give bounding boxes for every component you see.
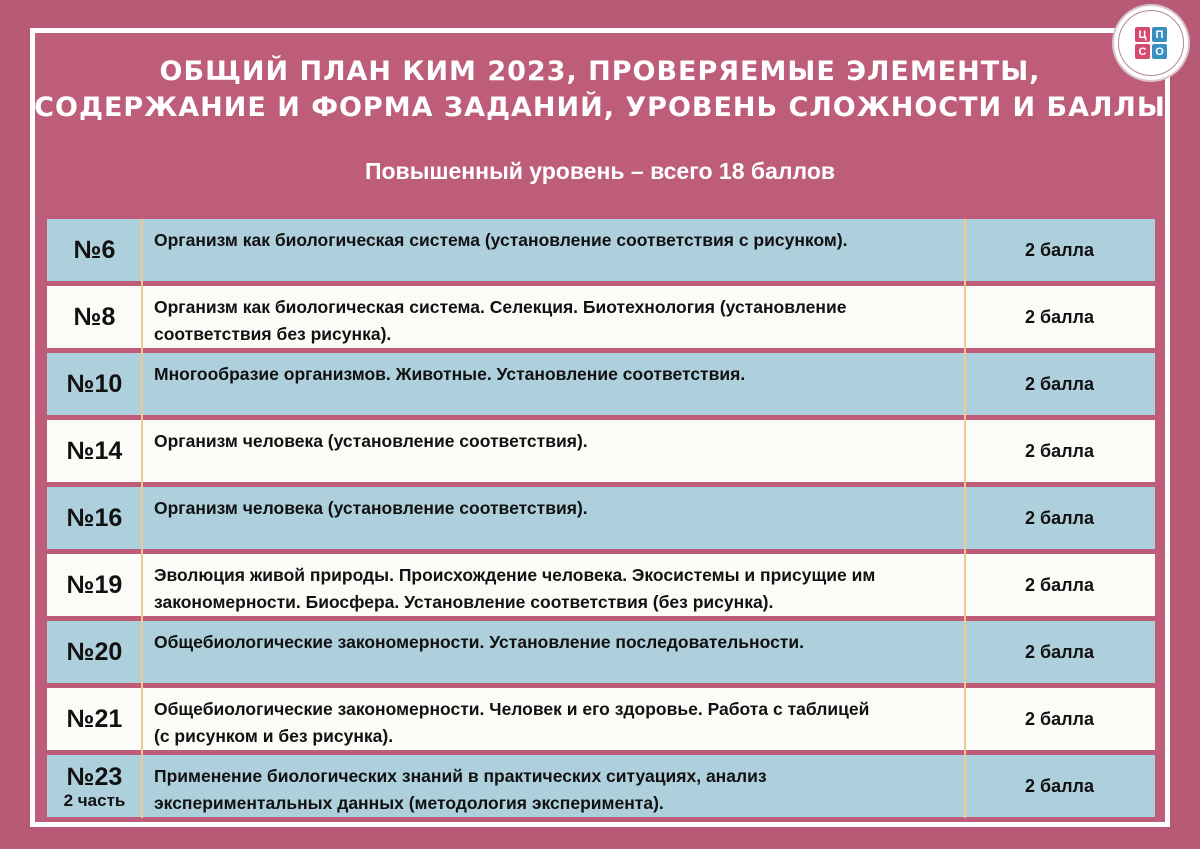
logo-letter: П: [1152, 27, 1167, 42]
table-row: [47, 420, 1155, 482]
description-line: (с рисунком и без рисунка).: [154, 726, 394, 746]
table-row: [47, 621, 1155, 683]
task-points: 2 балла: [1024, 507, 1095, 528]
task-description: [142, 219, 964, 281]
task-description: [142, 286, 964, 348]
task-number-label: №6: [73, 235, 116, 264]
task-points: 2 балла: [1024, 775, 1095, 796]
task-number: [47, 353, 142, 415]
page-subtitle: Повышенный уровень – всего 18 баллов: [364, 158, 836, 184]
description-line: Организм как биологическая система. Селекция. Биотехнология (установление: [154, 297, 847, 317]
table-row: [47, 353, 1155, 415]
task-number-label: №10: [66, 369, 123, 398]
task-number-label: №14: [66, 436, 123, 465]
title-line-2: СОДЕРЖАНИЕ И ФОРМА ЗАДАНИЙ, УРОВЕНЬ СЛОЖНОСТИ И БАЛЛЫ: [34, 92, 1166, 123]
task-number: [47, 420, 142, 482]
task-points: 2 балла: [1024, 574, 1095, 595]
task-number: [47, 286, 142, 348]
table-row: [47, 554, 1155, 616]
description-line: Применение биологических знаний в практических ситуациях, анализ: [154, 766, 767, 786]
tasks-table: [47, 219, 1155, 822]
task-number: [47, 487, 142, 549]
task-points: 2 балла: [1024, 440, 1095, 461]
task-description: [142, 755, 964, 817]
description-line: Организм человека (установление соответствия).: [154, 498, 588, 518]
task-description: [142, 353, 964, 415]
task-number-label: №23: [66, 762, 123, 791]
task-description: [142, 487, 964, 549]
task-points: 2 балла: [1024, 239, 1095, 260]
task-points: 2 балла: [1024, 641, 1095, 662]
description-line: Общебиологические закономерности. Установление последовательности.: [154, 632, 804, 652]
column-divider-right: [964, 219, 966, 818]
task-description: [142, 420, 964, 482]
task-number-label: №19: [66, 570, 123, 599]
title-line-1: ОБЩИЙ ПЛАН КИМ 2023, ПРОВЕРЯЕМЫЕ ЭЛЕМЕНТЫ,: [159, 56, 1041, 87]
task-points: 2 балла: [1024, 373, 1095, 394]
task-points: 2 балла: [1024, 708, 1095, 729]
description-line: Эволюция живой природы. Происхождение человека. Экосистемы и присущие им: [154, 565, 876, 585]
task-description: [142, 688, 964, 750]
task-number: [47, 219, 142, 281]
task-number: [47, 621, 142, 683]
task-part-label: 2 часть: [63, 790, 126, 810]
task-number: [47, 554, 142, 616]
cpso-logo-icon: [1114, 6, 1188, 80]
logo-letter: С: [1135, 44, 1150, 59]
description-line: Организм человека (установление соответствия).: [154, 431, 588, 451]
table-row: [47, 487, 1155, 549]
logo-letter: О: [1152, 44, 1167, 59]
column-divider-left: [141, 219, 143, 818]
description-line: соответствия без рисунка).: [154, 324, 392, 344]
task-number-label: №20: [66, 637, 123, 666]
table-row: [47, 688, 1155, 750]
task-number: [47, 755, 142, 817]
task-number-label: №8: [73, 302, 116, 331]
logo-grid: [1135, 27, 1167, 59]
table-row: [47, 286, 1155, 348]
task-points: 2 балла: [1024, 306, 1095, 327]
description-line: Многообразие организмов. Животные. Установление соответствия.: [154, 364, 746, 384]
table-row: [47, 755, 1155, 817]
task-description: [142, 554, 964, 616]
description-line: экспериментальных данных (методология эксперимента).: [154, 793, 664, 813]
description-line: Организм как биологическая система (установление соответствия с рисунком).: [154, 230, 848, 250]
description-line: Общебиологические закономерности. Человек и его здоровье. Работа с таблицей: [154, 699, 870, 719]
logo-letter: Ц: [1135, 27, 1150, 42]
task-description: [142, 621, 964, 683]
description-line: закономерности. Биосфера. Установление соответствия (без рисунка).: [154, 592, 774, 612]
task-number: [47, 688, 142, 750]
page-title: [30, 54, 1170, 126]
task-number-label: №16: [66, 503, 123, 532]
table-row: [47, 219, 1155, 281]
task-number-label: №21: [66, 704, 123, 733]
